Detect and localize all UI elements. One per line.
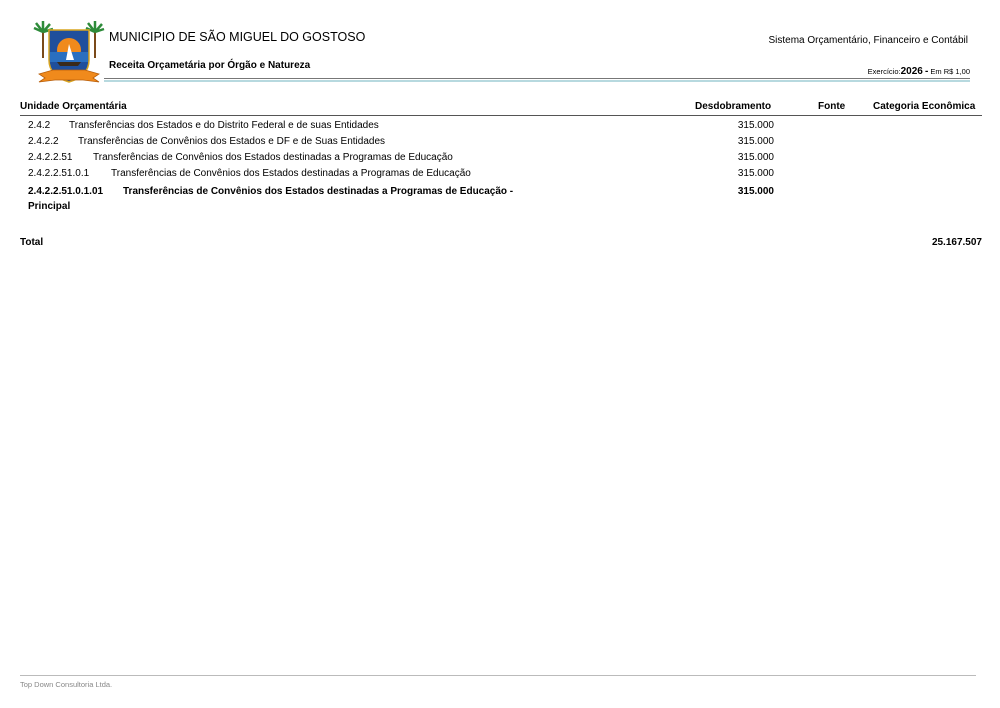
row-description: Transferências de Convênios dos Estados destinadas a Programas de Educação - (123, 186, 514, 197)
row-description-continued: Principal (28, 201, 71, 212)
table-row (28, 136, 982, 150)
column-header-unidade: Unidade Orçamentária (20, 101, 127, 112)
row-code: 2.4.2.2 (28, 136, 59, 147)
footer-divider (20, 675, 976, 676)
table-row (28, 186, 982, 216)
column-header-categoria: Categoria Econômica (873, 101, 976, 112)
column-header-desdobramento: Desdobramento (695, 101, 772, 112)
total-label: Total (20, 237, 44, 248)
header-accent-divider (104, 80, 970, 82)
exercise-year: 2026 (900, 66, 923, 77)
column-header-fonte: Fonte (818, 101, 846, 112)
banner-ribbon (39, 70, 99, 82)
row-description: Transferências de Convênios dos Estados e DF e de Suas Entidades (78, 136, 386, 147)
row-code: 2.4.2.2.51.0.1 (28, 168, 90, 179)
table-row (28, 152, 982, 166)
row-description: Transferências de Convênios dos Estados destinadas a Programas de Educação (111, 168, 471, 179)
row-code: 2.4.2 (28, 120, 51, 131)
header-divider (104, 78, 970, 79)
exercise-label: Exercício: (867, 67, 901, 76)
row-value: 315.000 (737, 168, 774, 179)
table-header-divider (20, 115, 982, 116)
table-row (28, 168, 982, 182)
footer-company: Top Down Consultoria Ltda. (20, 680, 113, 689)
total-value: 25.167.507 (931, 237, 982, 248)
row-code: 2.4.2.2.51.0.1.01 (28, 186, 104, 197)
report-title: Receita Orçametária por Órgão e Natureza (109, 60, 311, 71)
system-name: Sistema Orçamentário, Financeiro e Contábil (768, 35, 968, 46)
row-code: 2.4.2.2.51 (28, 152, 73, 163)
row-description: Transferências dos Estados e do Distrito Federal e de suas Entidades (69, 120, 379, 131)
municipal-coat-of-arms-logo (33, 20, 105, 86)
table-row (28, 120, 982, 134)
row-value: 315.000 (737, 136, 774, 147)
municipality-name: MUNICIPIO DE SÃO MIGUEL DO GOSTOSO (109, 30, 366, 44)
exercise-info (868, 66, 970, 77)
row-description: Transferências de Convênios dos Estados destinadas a Programas de Educação (93, 152, 453, 163)
currency-unit: Em R$ 1,00 (930, 67, 970, 76)
row-value: 315.000 (737, 186, 774, 197)
exercise-separator: - (924, 66, 929, 77)
row-value: 315.000 (737, 120, 774, 131)
row-value: 315.000 (737, 152, 774, 163)
